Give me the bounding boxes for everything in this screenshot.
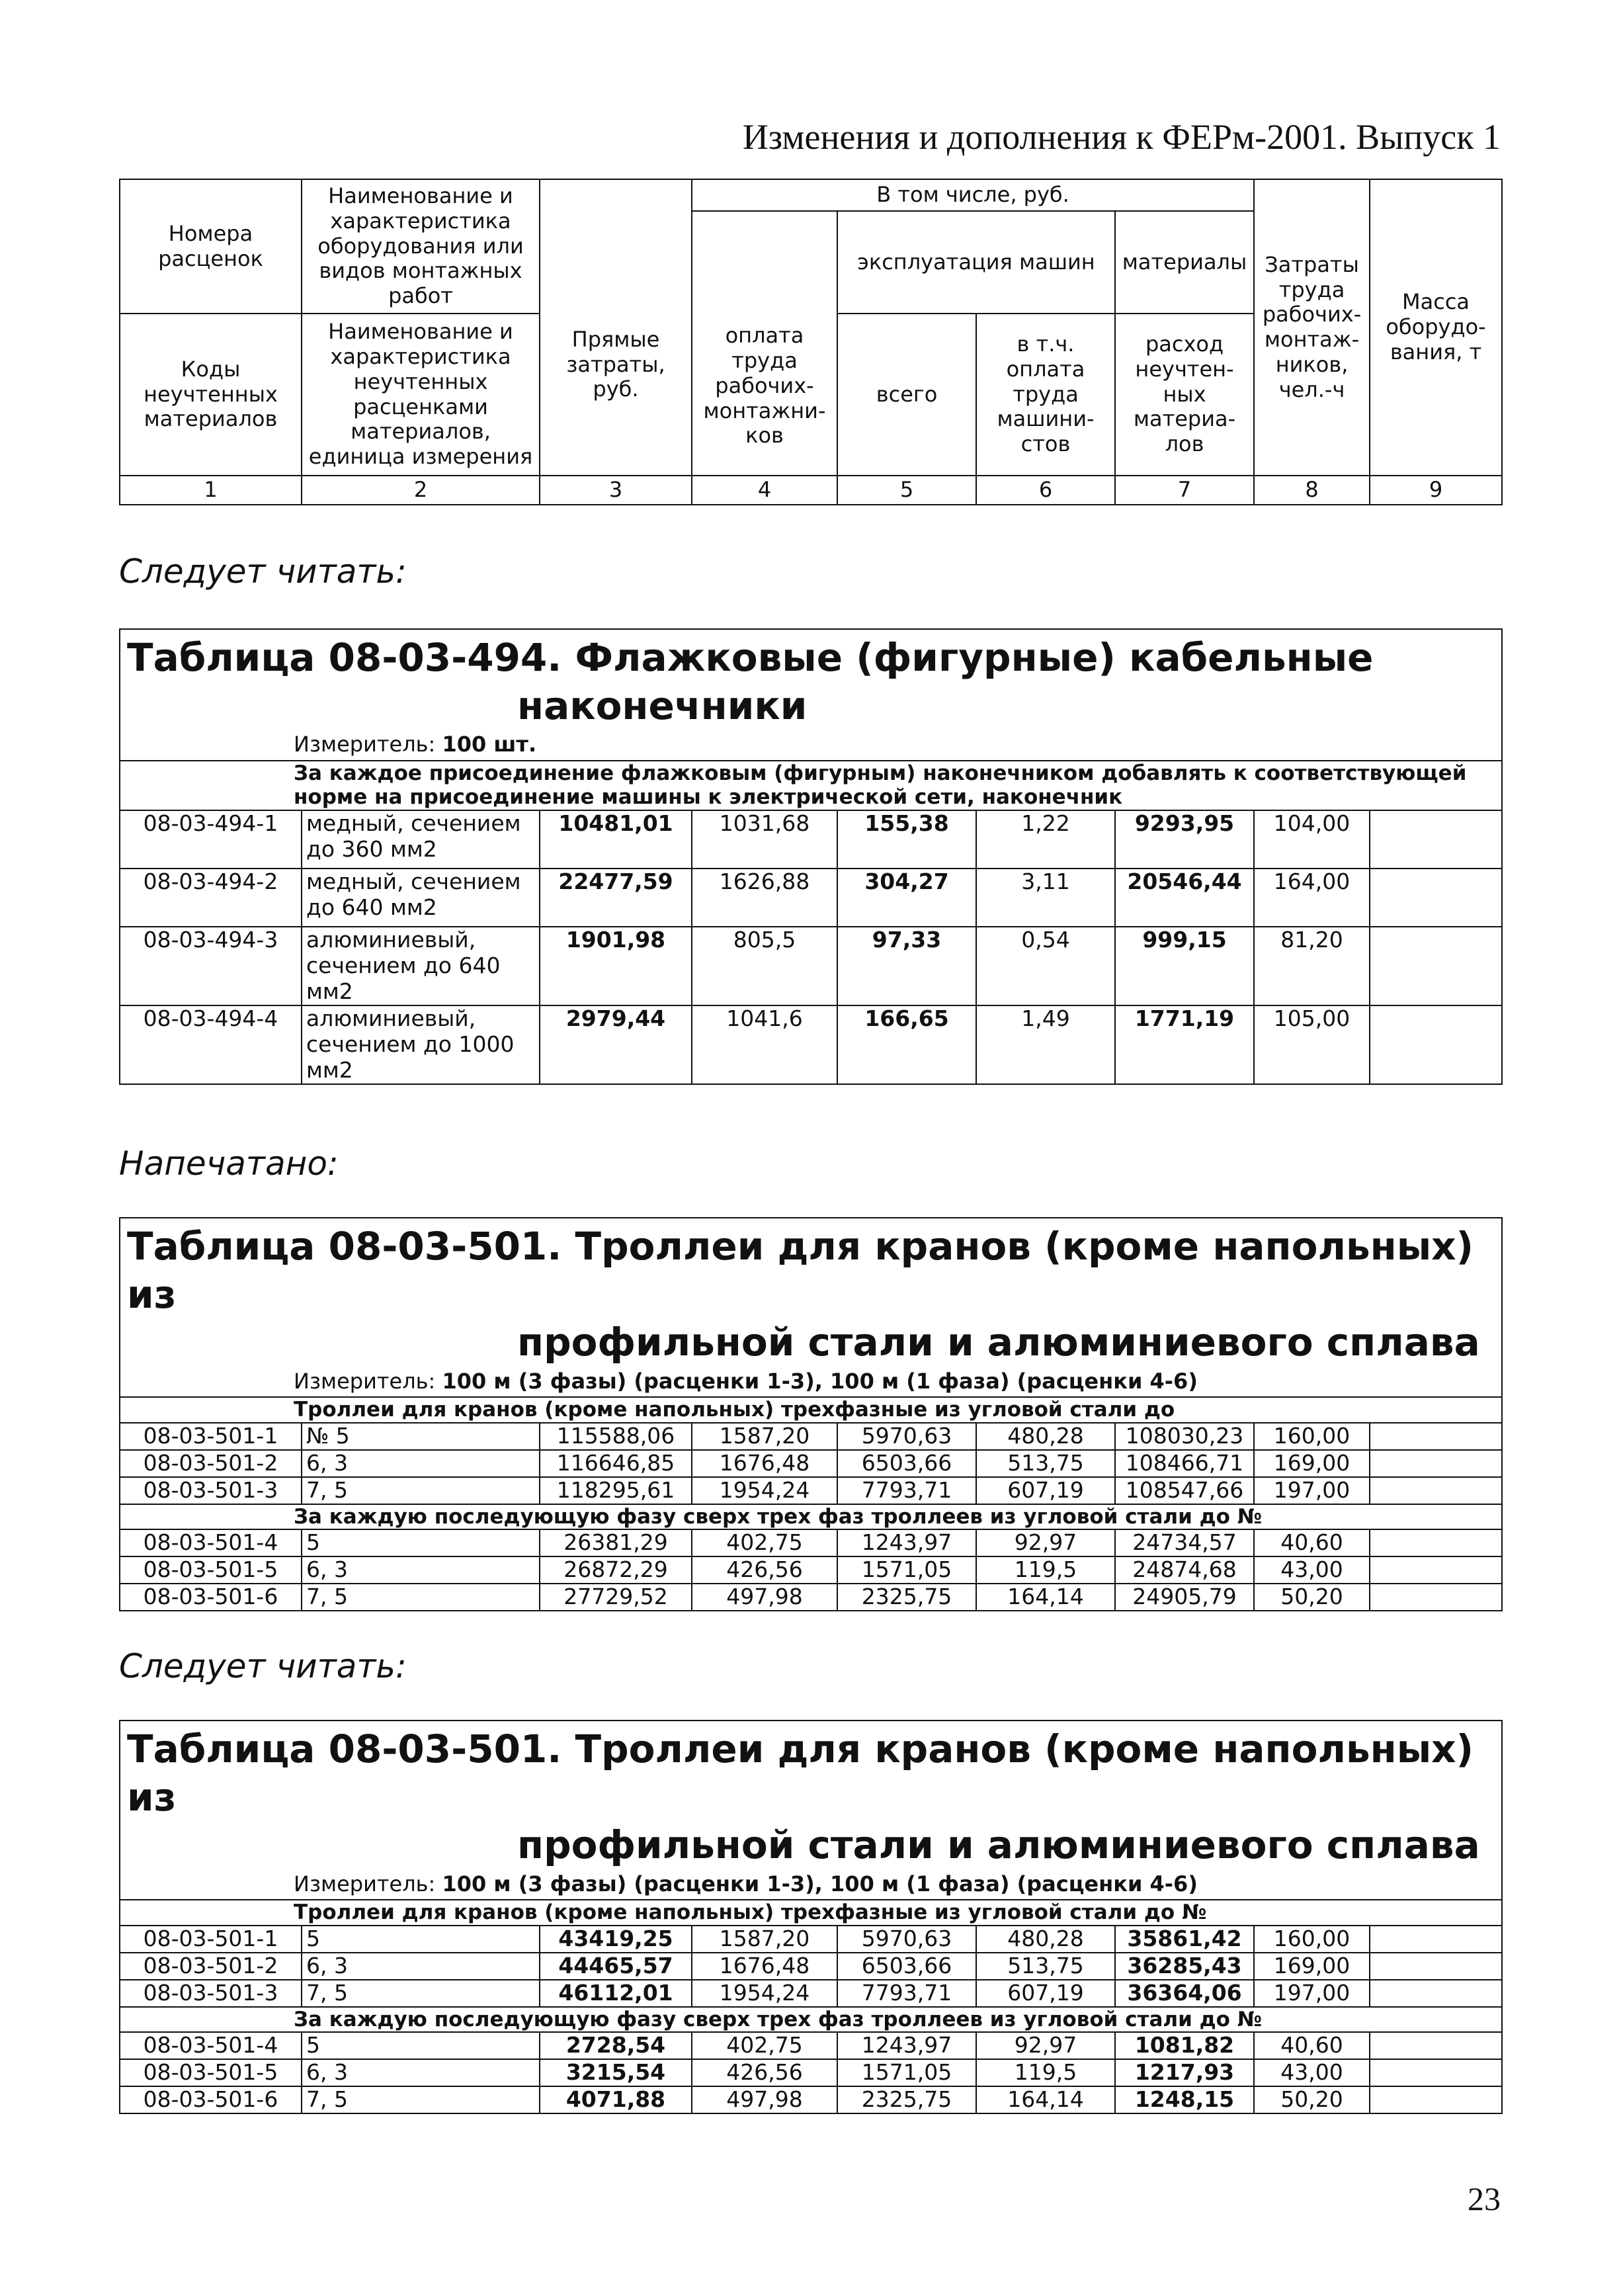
header-machinist-wages: в т.ч. оплата труда машини-стов [976,314,1115,476]
cell-name: алюминиевый, сечением до 640 мм2 [302,927,540,1005]
table-subtitle: За каждое присоединение флажковым (фигурным) наконечником добавлять к соответствующей норме на присоединение машины к электрической сети, наконечник [120,761,1502,810]
header-machines-total: всего [837,314,976,476]
cell-c9 [1370,2086,1502,2113]
cell-c7: 20546,44 [1115,869,1254,927]
cell-c5: 1571,05 [837,1556,976,1584]
col-num: 7 [1115,476,1254,505]
cell-c6: 1,22 [976,810,1115,869]
cell-c9 [1370,1584,1502,1611]
cell-c3: 1901,98 [540,927,692,1005]
cell-c9 [1370,1005,1502,1084]
cell-c8: 40,60 [1254,1529,1370,1556]
cell-c6: 119,5 [976,2059,1115,2086]
cell-code: 08-03-501-4 [120,1529,302,1556]
col-num: 3 [540,476,692,505]
cell-c4: 402,75 [692,2032,837,2059]
cell-name: 7, 5 [302,1477,540,1504]
cell-name: 7, 5 [302,2086,540,2113]
cell-c8: 40,60 [1254,2032,1370,2059]
table-row [120,1005,1502,1084]
cell-c9 [1370,927,1502,1005]
cell-c5: 1243,97 [837,2032,976,2059]
cell-c5: 97,33 [837,927,976,1005]
header-material-consumption: расход неучтен-ных материа-лов [1115,314,1254,476]
cell-code: 08-03-501-6 [120,2086,302,2113]
header-including: В том числе, руб. [692,179,1254,211]
cell-c6: 92,97 [976,1529,1115,1556]
cell-name: медный, сечением до 640 мм2 [302,869,540,927]
cell-c5: 2325,75 [837,2086,976,2113]
table-measure: Измеритель: 100 м (3 фазы) (расценки 1-3), 100 м (1 фаза) (расценки 4-6) [120,1869,1502,1900]
col-num: 4 [692,476,837,505]
cell-c4: 1041,6 [692,1005,837,1084]
cell-c8: 160,00 [1254,1926,1370,1953]
col-num: 6 [976,476,1115,505]
cell-c5: 166,65 [837,1005,976,1084]
cell-c8: 81,20 [1254,927,1370,1005]
cell-c4: 1954,24 [692,1477,837,1504]
cell-c7: 1248,15 [1115,2086,1254,2113]
cell-code: 08-03-494-4 [120,1005,302,1084]
cell-name: 6, 3 [302,1450,540,1477]
table-row [120,2086,1502,2113]
cell-name: 5 [302,1926,540,1953]
cell-c9 [1370,1529,1502,1556]
cell-c6: 1,49 [976,1005,1115,1084]
cell-c5: 1571,05 [837,2059,976,2086]
cell-c4: 402,75 [692,1529,837,1556]
cell-c8: 197,00 [1254,1980,1370,2007]
cell-code: 08-03-501-2 [120,1953,302,1980]
cell-c6: 480,28 [976,1423,1115,1450]
cell-c6: 607,19 [976,1477,1115,1504]
cell-name: 7, 5 [302,1980,540,2007]
cell-c4: 805,5 [692,927,837,1005]
table-row [120,1556,1502,1584]
cell-name: медный, сечением до 360 мм2 [302,810,540,869]
cell-name: 5 [302,1529,540,1556]
cell-c9 [1370,1450,1502,1477]
section-heading: Напечатано: [119,1144,339,1183]
cell-code: 08-03-501-1 [120,1926,302,1953]
cell-c5: 7793,71 [837,1980,976,2007]
cell-c4: 426,56 [692,2059,837,2086]
cell-c3: 26872,29 [540,1556,692,1584]
cell-c4: 1676,48 [692,1450,837,1477]
table-row [120,927,1502,1005]
cell-c8: 105,00 [1254,1005,1370,1084]
col-num: 9 [1370,476,1502,505]
cell-c7: 24734,57 [1115,1529,1254,1556]
cell-c7: 108030,23 [1115,1423,1254,1450]
table-title: Таблица 08-03-501. Троллеи для кранов (кроме напольных) из профильной стали и алюминиевого сплава [120,1218,1502,1367]
col-num: 5 [837,476,976,505]
column-number-row [120,476,1502,505]
table-measure: Измеритель: 100 шт. [120,730,1502,761]
cell-name: 6, 3 [302,1953,540,1980]
cell-c4: 497,98 [692,2086,837,2113]
cell-c8: 50,20 [1254,2086,1370,2113]
cell-c4: 426,56 [692,1556,837,1584]
cell-name: 6, 3 [302,2059,540,2086]
cell-c3: 4071,88 [540,2086,692,2113]
cell-code: 08-03-501-2 [120,1450,302,1477]
cell-c6: 513,75 [976,1953,1115,1980]
cell-name: 5 [302,2032,540,2059]
table-row [120,1953,1502,1980]
cell-c5: 304,27 [837,869,976,927]
table-subtitle: За каждую последующую фазу сверх трех фаз троллеев из угловой стали до № [120,1504,1502,1530]
table-subtitle: За каждую последующую фазу сверх трех фаз троллеев из угловой стали до № [120,2007,1502,2033]
cell-c9 [1370,1926,1502,1953]
header-material-codes: Коды неучтенных материалов [120,314,302,476]
cell-c4: 1031,68 [692,810,837,869]
table-row [120,869,1502,927]
cell-c9 [1370,1980,1502,2007]
cell-c5: 1243,97 [837,1529,976,1556]
table-row [120,1980,1502,2007]
table-row [120,1529,1502,1556]
cell-c7: 35861,42 [1115,1926,1254,1953]
header-codes: Номера расценок [120,179,302,314]
cell-c6: 480,28 [976,1926,1115,1953]
table-title: Таблица 08-03-501. Троллеи для кранов (кроме напольных) из профильной стали и алюминиевого сплава [120,1721,1502,1869]
header-labor: Затраты труда рабочих-монтаж-ников, чел.-ч [1254,179,1370,476]
cell-c6: 513,75 [976,1450,1115,1477]
cell-c9 [1370,2032,1502,2059]
cell-code: 08-03-494-2 [120,869,302,927]
cell-c5: 6503,66 [837,1450,976,1477]
cell-c8: 104,00 [1254,810,1370,869]
cell-c5: 7793,71 [837,1477,976,1504]
cell-c9 [1370,2059,1502,2086]
cell-c6: 607,19 [976,1980,1115,2007]
cell-code: 08-03-501-5 [120,2059,302,2086]
cell-c5: 5970,63 [837,1423,976,1450]
col-num: 8 [1254,476,1370,505]
cell-c3: 2728,54 [540,2032,692,2059]
header-materials: материалы [1115,211,1254,314]
cell-c9 [1370,810,1502,869]
table-08-03-501-corrected [119,1720,1503,2114]
col-num: 2 [302,476,540,505]
cell-c7: 9293,95 [1115,810,1254,869]
cell-c3: 118295,61 [540,1477,692,1504]
cell-code: 08-03-494-3 [120,927,302,1005]
cell-c5: 2325,75 [837,1584,976,1611]
cell-c3: 26381,29 [540,1529,692,1556]
running-header: Изменения и дополнения к ФЕРм-2001. Выпуск 1 [742,117,1501,157]
table-subtitle: Троллеи для кранов (кроме напольных) трехфазные из угловой стали до № [120,1900,1502,1926]
table-row [120,1926,1502,1953]
cell-c3: 22477,59 [540,869,692,927]
cell-c4: 1954,24 [692,1980,837,2007]
table-row [120,1477,1502,1504]
cell-c3: 2979,44 [540,1005,692,1084]
cell-c8: 164,00 [1254,869,1370,927]
section-heading: Следует читать: [119,552,407,591]
table-subtitle: Троллеи для кранов (кроме напольных) трехфазные из угловой стали до [120,1397,1502,1423]
cell-c7: 1217,93 [1115,2059,1254,2086]
table-row [120,1584,1502,1611]
table-row [120,810,1502,869]
cell-c4: 497,98 [692,1584,837,1611]
cell-c8: 50,20 [1254,1584,1370,1611]
cell-name: алюминиевый, сечением до 1000 мм2 [302,1005,540,1084]
page-number: 23 [1468,2180,1501,2217]
cell-c4: 1587,20 [692,1423,837,1450]
cell-code: 08-03-494-1 [120,810,302,869]
cell-c5: 6503,66 [837,1953,976,1980]
cell-c3: 10481,01 [540,810,692,869]
cell-name: 7, 5 [302,1584,540,1611]
cell-c7: 108547,66 [1115,1477,1254,1504]
header-mass: Масса оборудо-вания, т [1370,179,1502,476]
cell-c7: 999,15 [1115,927,1254,1005]
cell-c3: 3215,54 [540,2059,692,2086]
cell-c9 [1370,1556,1502,1584]
cell-c7: 24905,79 [1115,1584,1254,1611]
cell-c6: 3,11 [976,869,1115,927]
column-header-table [119,179,1503,505]
header-material-name: Наименование и характеристика неучтенных расценками материалов, единица измерения [302,314,540,476]
cell-c5: 155,38 [837,810,976,869]
cell-code: 08-03-501-3 [120,1477,302,1504]
col-num: 1 [120,476,302,505]
table-measure: Измеритель: 100 м (3 фазы) (расценки 1-3), 100 м (1 фаза) (расценки 4-6) [120,1367,1502,1398]
cell-c4: 1587,20 [692,1926,837,1953]
cell-c3: 46112,01 [540,1980,692,2007]
header-name: Наименование и характеристика оборудования или видов монтажных работ [302,179,540,314]
table-title: Таблица 08-03-494. Флажковые (фигурные) кабельные наконечники [120,629,1502,730]
cell-c4: 1626,88 [692,869,837,927]
cell-c8: 43,00 [1254,1556,1370,1584]
cell-c8: 160,00 [1254,1423,1370,1450]
cell-c4: 1676,48 [692,1953,837,1980]
header-direct-costs: Прямые затраты, руб. [540,179,692,476]
cell-c8: 169,00 [1254,1450,1370,1477]
table-row [120,1450,1502,1477]
cell-c3: 116646,85 [540,1450,692,1477]
cell-c7: 36364,06 [1115,1980,1254,2007]
cell-c9 [1370,1953,1502,1980]
cell-name: 6, 3 [302,1556,540,1584]
cell-c7: 36285,43 [1115,1953,1254,1980]
cell-c8: 169,00 [1254,1953,1370,1980]
cell-c3: 43419,25 [540,1926,692,1953]
cell-c9 [1370,869,1502,927]
cell-c8: 43,00 [1254,2059,1370,2086]
cell-c8: 197,00 [1254,1477,1370,1504]
table-08-03-494 [119,628,1503,1085]
cell-code: 08-03-501-6 [120,1584,302,1611]
table-row [120,2032,1502,2059]
cell-c9 [1370,1477,1502,1504]
cell-c3: 115588,06 [540,1423,692,1450]
cell-code: 08-03-501-3 [120,1980,302,2007]
cell-name: № 5 [302,1423,540,1450]
header-machines: эксплуатация машин [837,211,1115,314]
cell-c7: 24874,68 [1115,1556,1254,1584]
header-wages: оплата труда рабочих-монтажни-ков [692,211,837,476]
section-heading: Следует читать: [119,1647,407,1685]
cell-c6: 164,14 [976,1584,1115,1611]
cell-c6: 92,97 [976,2032,1115,2059]
cell-c7: 1081,82 [1115,2032,1254,2059]
cell-c7: 1771,19 [1115,1005,1254,1084]
cell-c7: 108466,71 [1115,1450,1254,1477]
cell-c5: 5970,63 [837,1926,976,1953]
cell-c9 [1370,1423,1502,1450]
cell-c6: 119,5 [976,1556,1115,1584]
cell-c3: 44465,57 [540,1953,692,1980]
cell-c6: 164,14 [976,2086,1115,2113]
table-08-03-501-printed [119,1217,1503,1611]
cell-c3: 27729,52 [540,1584,692,1611]
cell-c6: 0,54 [976,927,1115,1005]
table-row [120,1423,1502,1450]
table-row [120,2059,1502,2086]
cell-code: 08-03-501-4 [120,2032,302,2059]
cell-code: 08-03-501-1 [120,1423,302,1450]
cell-code: 08-03-501-5 [120,1556,302,1584]
